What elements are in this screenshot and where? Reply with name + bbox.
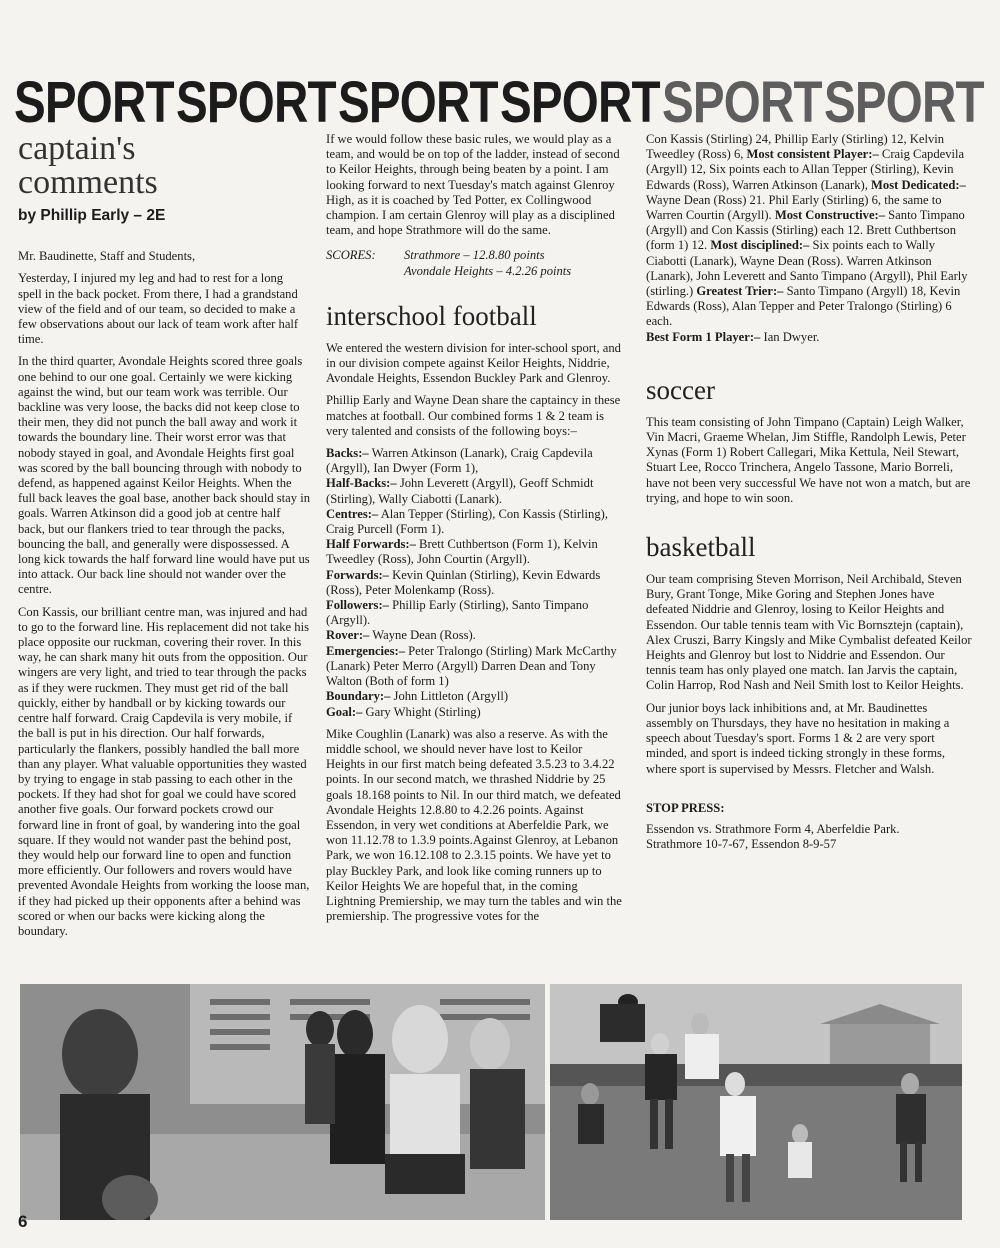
captain-title-line1: captain's — [18, 130, 136, 167]
netball-photo — [20, 984, 545, 1220]
salutation: Mr. Baudinette, Staff and Students, — [18, 249, 196, 264]
scores-block — [326, 248, 622, 278]
team-line: Forwards:– Kevin Quinlan (Stirling), Kevin Edwards (Ross), Peter Molenkamp (Ross). — [326, 567, 601, 597]
column-left — [18, 132, 310, 946]
scores-values — [404, 248, 571, 278]
stop-press-line: Strathmore 10-7-67, Essendon 8-9-57 — [646, 837, 837, 852]
soccer-heading: soccer — [646, 374, 715, 405]
column-right — [646, 132, 976, 852]
team-line: Centres:– Alan Tepper (Stirling), Con Kassis (Stirling), Craig Purcell (Form 1). — [326, 506, 608, 537]
captain-title — [18, 132, 310, 200]
banner-word: SPORT — [500, 70, 660, 135]
football-photo — [550, 984, 962, 1220]
captain-paragraph: In the third quarter, Avondale Heights scored three goals one behind to our one goal. Certainly we were kicking against the wind, but our team work was terrible. Our backline was very loose, the backs did not keep close to their men, they did not punch the ball away and work it towards the boundary line. Their worst error was that nobody stayed in goal, and Avondale Heights first goal was scored by the ball bouncing through with nobody to defend, as happened against Keilor Heights. When the full back leaves the goal base, another back should stay in goals. Warren Atkinson did a good job at centre half back, but our flankers tried to tear through the packs, bouncing the ball, and generally were dispossessed. A long kick towards the half forward line would have put us into attack. Our back line should not wander over the centre. — [18, 354, 311, 597]
stop-press-heading: STOP PRESS: — [646, 800, 725, 815]
sport-banner — [14, 62, 984, 135]
scores-label: SCORES: — [326, 248, 376, 263]
team-list — [326, 446, 622, 720]
page-number: 6 — [18, 1212, 28, 1231]
column-middle — [326, 132, 622, 931]
banner-word: SPORT — [662, 70, 822, 135]
banner-word: SPORT — [176, 70, 336, 135]
football-paragraph: Phillip Early and Wayne Dean share the captaincy in these matches at football. Our combined forms 1 & 2 team is very talented and consists of the following boys:– — [326, 393, 621, 438]
team-line: Emergencies:– Peter Tralongo (Stirling) Mark McCarthy (Lanark) Peter Merro (Argyll) Darren Dean and Tony Walton (Both of form 1) — [326, 643, 617, 689]
team-line: Boundary:– John Littleton (Argyll) — [326, 689, 509, 704]
team-line: Backs:– Warren Atkinson (Lanark), Craig Capdevila (Argyll), Ian Dwyer (Form 1), — [326, 446, 593, 476]
captain-paragraph: If we would follow these basic rules, we would play as a team, and would be on top of the ladder, instead of second to Keilor Heights, through being beaten by a point. I am looking forward to next Tuesday's match against Glenroy High, as it is coached by Ted Potter, ex Collingwood champion. I am certain Glenroy will play as a disciplined team, and hope Strathmore will do the same. — [326, 132, 620, 238]
banner-word: SPORT — [824, 70, 984, 135]
best-form1-player: Best Form 1 Player:– Ian Dwyer. — [646, 329, 820, 344]
netball-photo-image — [20, 984, 545, 1220]
byline: by Phillip Early – 2E — [18, 207, 166, 224]
team-line: Followers:– Phillip Early (Stirling), Santo Timpano (Argyll). — [326, 598, 589, 628]
football-paragraph: We entered the western division for inter-school sport, and in our division compete against Keilor Heights, Niddrie, Avondale Heights, Essendon Buckley Park and Glenroy. — [326, 340, 621, 386]
votes-paragraph: Con Kassis (Stirling) 24, Phillip Early (Stirling) 12, Kelvin Tweedley (Ross) 6, Most consistent Player:– Craig Capdevila (Argyll) 12, Six points each to Allan Tepper (Stirling), Kevin Edwards (Ross), Warren Atkinson (Lanark), Most Dedicated:– Wayne Dean (Ross) 21. Phil Early (Stirling) 6, the same to Warren Courtin (Argyll). Most Constructive:– Santo Timpano (Argyll) and Con Kassis (Stirling) each 12. Brett Cuthbertson (form 1) 12. Most disciplined:– Six points each to Wally Ciabotti (Lanark), Wayne Dean (Ross). Warren Atkinson (Lanark), John Leverett and Santo Timpano (Argyll), Phil Early (stirling.) Greatest Trier:– Santo Timpano (Argyll) 18, Kevin Edwards (Ross), Alan Tepper and Peter Tralongo (Stirling) 6 each. — [646, 132, 968, 329]
football-paragraph: Mike Coughlin (Lanark) was also a reserve. As with the middle school, we should never have lost to Keilor Heights in our first match being defeated 3.5.23 to 3.4.22 points. In our second match, we thrashed Niddrie by 25 goals 18.168 points to Nil. In our third match, we defeated Avondale Heights 12.8.80 to 4.2.26 points. Against Essendon, in very wet conditions at Aberfeldie Park, we won 11.12.78 to 1.3.9 points.Against Glenroy, at Lebanon Park, we won 16.12.108 to 2.3.15 points. We have yet to play Buckley Park, and look like coming runners up to Keilor Heights We are hopeful that, in the coming Lightning Premiership, we may turn the tables and win the premiership. The progressive votes for the — [326, 726, 622, 924]
team-line: Half-Backs:– John Leverett (Argyll), Geoff Schmidt (Stirling), Wally Ciabotti (Lanark). — [326, 476, 594, 506]
football-heading: interschool football — [326, 300, 537, 331]
captain-paragraph: Con Kassis, our brilliant centre man, was injured and had to go to the forward line. His replacement did not take his place opposite our ruckman, covering their rover. In this way, he can shark many hit outs from the opposition. Our wingers are very light, and tried to tear through the packs as if they were ruckmen. They must get rid of the ball quickly, either by handball or by kicking towards our centre half forward. Craig Capdevila is very mobile, if the ball is put in his direction. Our half forwards, particularly the flankers, possibly handled the ball more than any player. What valuable opportunities they wasted by trying to engage in stab passing to each other in the pockets. If they had shot for goal we could have scored another five goals. Our forward pockets crowd our forward line in front of goal, by wandering into the goal square. If they would not wander past the behind post, they would help our forward line to open and function more efficiently. Our followers and rovers would have prevented Avondale Heights from working the loose man, if they had picked up their opponents after a behind was scored or when our backs were kicking along the boundary. — [18, 604, 310, 938]
banner-word: SPORT — [14, 70, 174, 135]
team-line: Half Forwards:– Brett Cuthbertson (Form 1), Kelvin Tweedley (Ross), John Courtin (Argyll). — [326, 537, 598, 567]
score-line: Strathmore – 12.8.80 points — [404, 248, 545, 263]
score-line: Avondale Heights – 4.2.26 points — [404, 263, 572, 278]
basketball-heading: basketball — [646, 532, 756, 563]
captain-title-line2: comments — [18, 164, 158, 201]
basketball-paragraph: Our junior boys lack inhibitions and, at Mr. Baudinettes assembly on Thursdays, they have no hesitation in making a speech about Tuesday's sport. Forms 1 & 2 are very sport minded, and sport is indeed ticking strongly in these forms, where sport is supervised by Messrs. Fletcher and Walsh. — [646, 700, 950, 776]
basketball-paragraph: Our team comprising Steven Morrison, Neil Archibald, Steven Bury, Grant Tonge, Mike Goring and Stephen Jones have defeated Niddrie and Glenroy, losing to Keilor Heights and Essendon. Our table tennis team with Vic Bornsztejn (captain), Alex Cruszi, Barry Kingsly and Mike Cymbalist defeated Keilor Heights and Glenroy but lost to Niddrie and Essendon. Our tennis team has only played one match. Ian Jarvis the captain, Colin Harrop, Rod Nash and Neil Smith lost to Keilor Heights. — [646, 572, 972, 693]
soccer-paragraph: This team consisting of John Timpano (Captain) Leigh Walker, Vin Macri, Graeme Whelan, Jim Stiffle, Randolph Lewis, Peter Xynas (Form 1) Robert Callegari, Mika Kettula, Neil Stewart, Stuart Lee, Rocco Trinchera, Angelo Tassone, Mario Borreli, have not been very successful We have not won a match, but are trying, and hope to win soon. — [646, 414, 971, 505]
banner-word: SPORT — [338, 70, 498, 135]
team-line: Rover:– Wayne Dean (Ross). — [326, 628, 476, 643]
football-photo-image — [550, 984, 962, 1220]
team-line: Goal:– Gary Whight (Stirling) — [326, 704, 481, 719]
captain-paragraph: Yesterday, I injured my leg and had to rest for a long spell in the back pocket. From there, I had a grandstand view of the field and of our team, so decided to make a few observations about our lack of team work after half time. — [18, 271, 299, 347]
stop-press-line: Essendon vs. Strathmore Form 4, Aberfeldie Park. — [646, 821, 900, 836]
